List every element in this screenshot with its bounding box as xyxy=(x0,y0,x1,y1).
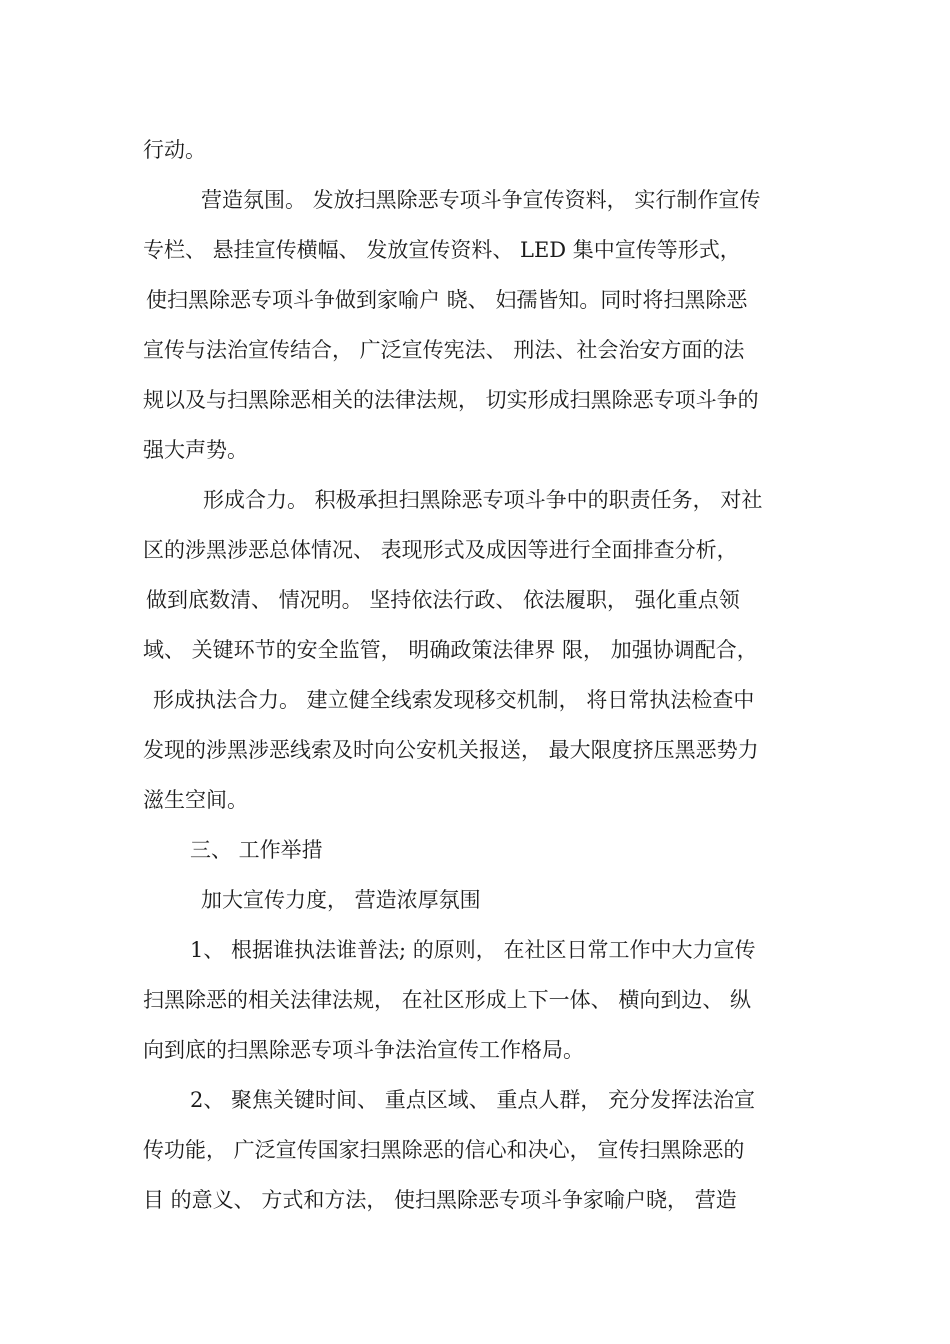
text-line: 传功能， 广泛宣传国家扫黑除恶的信心和决心， 宣传扫黑除恶的 xyxy=(143,1138,745,1162)
text-line: 营造氛围。 发放扫黑除恶专项斗争宣传资料， 实行制作宣传 xyxy=(201,188,761,212)
text-line: 域、 关键环节的安全监管， 明确政策法律界 限， 加强协调配合， xyxy=(143,638,758,662)
text-line: 使扫黑除恶专项斗争做到家喻户 晓、 妇孺皆知。同时将扫黑除恶 xyxy=(146,288,748,312)
text-line: 目 的意义、 方式和方法， 使扫黑除恶专项斗争家喻户晓， 营造 xyxy=(143,1188,737,1212)
text-line: 2、 聚焦关键时间、 重点区域、 重点人群， 充分发挥法治宣 xyxy=(190,1088,756,1112)
text-line: 做到底数清、 情况明。 坚持依法行政、 依法履职， 强化重点领 xyxy=(146,588,740,612)
text-line: 1、 根据谁执法谁普法; 的原则， 在社区日常工作中大力宣传 xyxy=(190,938,756,962)
text-line: 规以及与扫黑除恶相关的法律法规， 切实形成扫黑除恶专项斗争的 xyxy=(143,388,759,412)
subsection-heading: 加大宣传力度， 营造浓厚氛围 xyxy=(201,888,481,912)
text-line: 滋生空间。 xyxy=(143,788,248,812)
text-line: 专栏、 悬挂宣传横幅、 发放宣传资料、 LED 集中宣传等形式， xyxy=(143,238,741,262)
section-heading: 三、 工作举措 xyxy=(190,838,323,862)
text-line: 区的涉黑涉恶总体情况、 表现形式及成因等进行全面排查分析， xyxy=(143,538,738,562)
text-line: 向到底的扫黑除恶专项斗争法治宣传工作格局。 xyxy=(143,1038,584,1062)
text-line: 宣传与法治宣传结合， 广泛宣传宪法、 刑法、社会治安方面的法 xyxy=(143,338,745,362)
text-line: 强大声势。 xyxy=(143,438,248,462)
text-line: 扫黑除恶的相关法律法规， 在社区形成上下一体、 横向到边、 纵 xyxy=(143,988,752,1012)
text-line: 形成合力。 积极承担扫黑除恶专项斗争中的职责任务， 对社 xyxy=(203,488,763,512)
text-line: 发现的涉黑涉恶线索及时向公安机关报送， 最大限度挤压黑恶势力 xyxy=(143,738,759,762)
text-line: 行动。 xyxy=(143,138,206,162)
text-line: 形成执法合力。 建立健全线索发现移交机制， 将日常执法检查中 xyxy=(153,688,755,712)
